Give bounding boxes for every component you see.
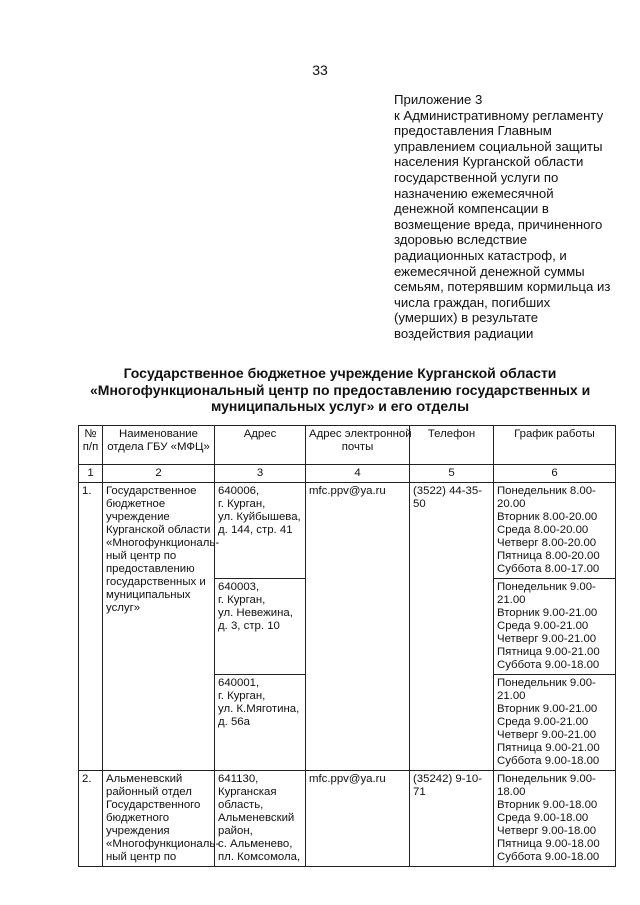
office-address: 640006, г. Курган, ул. Куйбышева, д. 144, стр. 41: [215, 483, 306, 579]
office-email: mfc.ppv@ya.ru: [306, 483, 410, 771]
title-line: «Многофункциональный центр по предоставлению государственных и: [90, 381, 591, 398]
office-address: 640003, г. Курган, ул. Невежина, д. 3, стр. 10: [215, 579, 306, 675]
header-phone: Телефон: [410, 426, 494, 465]
title-line: Государственное бюджетное учреждение Курганской области: [123, 365, 557, 381]
column-number: 3: [215, 465, 306, 483]
appendix-line: населения Курганской области: [394, 154, 584, 170]
header-num: № п/п: [79, 426, 103, 465]
office-name: Государственное бюджетное учреждение Курганской области «Многофункциональ- ный центр по предоставлению государственных и муниципальных услуг»: [103, 483, 215, 771]
office-phone: (35242) 9-10- 71: [410, 771, 494, 867]
appendix-line: предоставления Главным: [394, 123, 552, 139]
office-name: Альменевский районный отдел Государственного бюджетного учреждения «Многофункциональ- ный центр по: [103, 771, 215, 867]
appendix-line: радиационных катастроф, и: [394, 247, 567, 263]
row-num: 1.: [79, 483, 103, 771]
appendix-line: государственной услуги по: [394, 169, 559, 185]
header-schedule: График работы: [494, 426, 616, 465]
office-schedule: Понедельник 8.00- 20.00 Вторник 8.00-20.00 Среда 8.00-20.00 Четверг 8.00-20.00 Пятница 8.00-20.00 Суббота 8.00-17.00: [494, 483, 616, 579]
appendix-line: денежной компенсации в: [394, 201, 549, 217]
appendix-line: семьям, потерявшим кормильца из: [394, 279, 611, 295]
table-row: [79, 771, 616, 867]
appendix-line: управлением социальной защиты: [394, 138, 603, 154]
office-phone: (3522) 44-35- 50: [410, 483, 494, 771]
header-name: Наименование отдела ГБУ «МФЦ»: [103, 426, 215, 465]
header-row: [79, 426, 616, 465]
header-address: Адрес: [215, 426, 306, 465]
office-schedule: Понедельник 9.00- 21.00 Вторник 9.00-21.00 Среда 9.00-21.00 Четверг 9.00-21.00 Пятница 9.00-21.00 Суббота 9.00-18.00: [494, 579, 616, 675]
office-address: 640001, г. Курган, ул. К.Мяготина, д. 56а: [215, 675, 306, 771]
appendix-line: воздействия радиации: [394, 325, 534, 341]
column-number: 2: [103, 465, 215, 483]
table-row: [79, 483, 616, 579]
appendix-line: (умерших) в результате: [394, 310, 539, 326]
column-number: 4: [306, 465, 410, 483]
appendix-line: назначению ежемесячной: [394, 185, 554, 201]
row-num: 2.: [79, 771, 103, 867]
appendix-line: Приложение 3: [394, 92, 483, 107]
column-number: 1: [79, 465, 103, 483]
column-number: 6: [494, 465, 616, 483]
offices-table: [78, 425, 616, 867]
office-schedule: Понедельник 9.00- 21.00 Вторник 9.00-21.00 Среда 9.00-21.00 Четверг 9.00-21.00 Пятница 9.00-21.00 Суббота 9.00-18.00: [494, 675, 616, 771]
appendix-line: ежемесячной денежной суммы: [394, 263, 585, 279]
page-number: 33: [312, 62, 328, 78]
column-number: 5: [410, 465, 494, 483]
appendix-line: возмещение вреда, причиненного: [394, 216, 603, 232]
appendix-line: здоровью вследствие: [394, 232, 528, 248]
appendix-note: [394, 92, 626, 342]
office-email: mfc.ppv@ya.ru: [306, 771, 410, 867]
header-email: Адрес электронной почты: [306, 426, 410, 465]
document-title: [90, 365, 590, 415]
appendix-line: числа граждан, погибших: [394, 294, 551, 310]
title-line: муниципальных услуг» и его отделы: [210, 398, 470, 414]
column-number-row: [79, 465, 616, 483]
appendix-line: к Административному регламенту: [394, 107, 604, 123]
office-address: 641130, Курганская область, Альменевский район, с. Альменево, пл. Комсомола,: [215, 771, 306, 867]
office-schedule: Понедельник 9.00- 18.00 Вторник 9.00-18.00 Среда 9.00-18.00 Четверг 9.00-18.00 Пятница 9.00-18.00 Суббота 9.00-18.00: [494, 771, 616, 867]
